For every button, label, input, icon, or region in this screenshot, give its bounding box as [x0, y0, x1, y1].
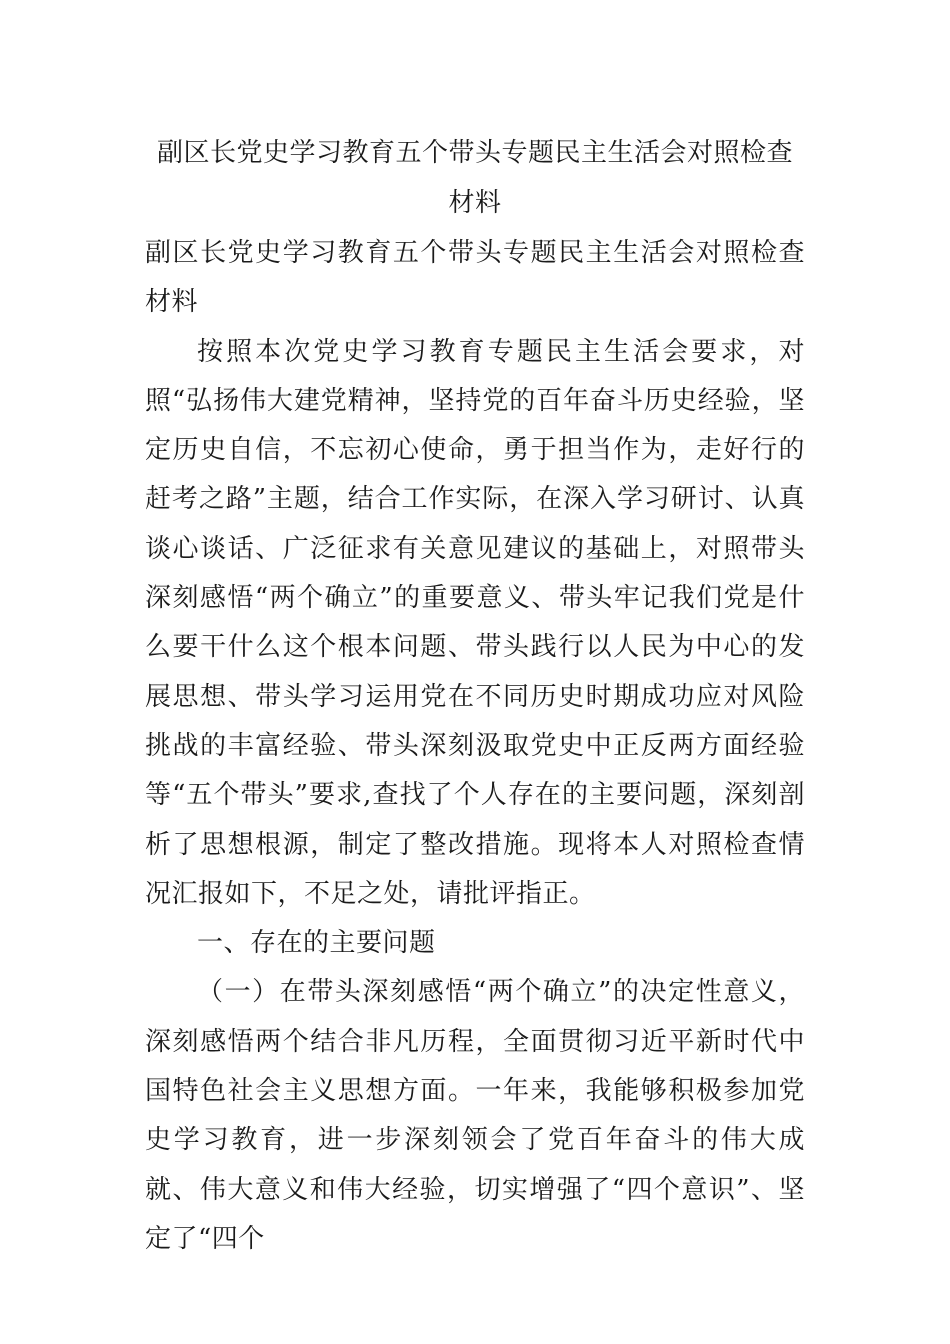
document-title: 副区长党史学习教育五个带头专题民主生活会对照检查材料 — [156, 138, 793, 218]
intro-paragraph: 按照本次党史学习教育专题民主生活会要求，对照“弘扬伟大建党精神，坚持党的百年奋斗历史经验，坚定历史自信，不忘初心使命，勇于担当作为，走好行的赶考之路”主题，结合工作实际，在深入学习研讨、认真谈心谈话、广泛征求有关意见建议的基础上，对照带头深刻感悟“两个确立”的重要意义、带头牢记我们党是什么要干什么这个根本问题、带头践行以人民为中心的发展思想、带头学习运用党在不同历史时期成功应对风险挑战的丰富经验、带头深刻汲取党史中正反两方面经验等“五个带头”要求,查找了个人存在的主要问题，深刻剖析了思想根源，制定了整改措施。现将本人对照检查情况汇报如下，不足之处，请批评指正。 — [145, 336, 805, 909]
document-body — [145, 229, 805, 1264]
document-subtitle: 副区长党史学习教育五个带头专题民主生活会对照检查材料 — [145, 238, 805, 318]
subsection-paragraph: （一）在带头深刻感悟“两个确立”的决定性意义，深刻感悟两个结合非凡历程，全面贯彻习近平新时代中国特色社会主义思想方面。一年来，我能够积极参加党史学习教育，进一步深刻领会了党百年奋斗的伟大成就、伟大意义和伟大经验，切实增强了“四个意识”、坚定了“四个 — [145, 977, 805, 1254]
section-heading: 一、存在的主要问题 — [197, 928, 436, 959]
